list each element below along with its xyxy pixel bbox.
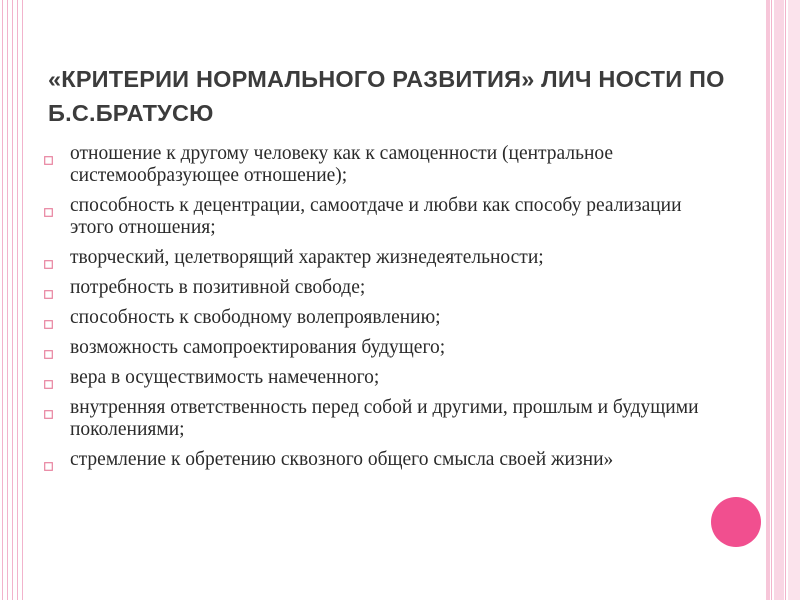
list-item bbox=[44, 307, 714, 329]
left-line bbox=[7, 0, 8, 600]
left-line bbox=[22, 0, 23, 600]
list-item-text: творческий, целетворящий характер жизнедеятельности; bbox=[70, 247, 544, 268]
hollow-square-bullet-icon bbox=[44, 403, 53, 412]
list-item bbox=[44, 397, 714, 441]
left-decorative-lines bbox=[0, 0, 30, 600]
list-item-text: внутренняя ответственность перед собой и другими, прошлым и будущими поколениями; bbox=[70, 397, 699, 440]
list-item-text: способность к свободному волепроявлению; bbox=[70, 307, 441, 328]
slide-title: «КРИТЕРИИ НОРМАЛЬНОГО РАЗВИТИЯ» ЛИЧ НОСТИ ПО Б.С.БРАТУСЮ bbox=[48, 66, 725, 126]
list-item-text: потребность в позитивной свободе; bbox=[70, 277, 366, 298]
list-item bbox=[44, 449, 714, 471]
pink-circle-decoration bbox=[711, 497, 761, 547]
right-stripe-band bbox=[774, 0, 784, 600]
list-item-text: отношение к другому человеку как к самоценности (центральное системообразующее отношение); bbox=[70, 143, 614, 186]
hollow-square-bullet-icon bbox=[44, 343, 53, 352]
list-item bbox=[44, 247, 714, 269]
list-item bbox=[44, 337, 714, 359]
hollow-square-bullet-icon bbox=[44, 201, 53, 210]
hollow-square-bullet-icon bbox=[44, 283, 53, 292]
list-item-text: вера в осуществимость намеченного; bbox=[70, 367, 380, 388]
list-item bbox=[44, 367, 714, 389]
hollow-square-bullet-icon bbox=[44, 313, 53, 322]
list-item-text: стремление к обретению сквозного общего смысла своей жизни» bbox=[70, 449, 614, 470]
right-stripe-band bbox=[766, 0, 770, 600]
list-item-text: способность к децентрации, самоотдаче и любви как способу реализации этого отношения; bbox=[70, 195, 682, 238]
right-stripe-band bbox=[771, 0, 772, 600]
left-line bbox=[12, 0, 13, 600]
bullet-list bbox=[44, 143, 714, 479]
right-stripe-band bbox=[788, 0, 800, 600]
list-item bbox=[44, 277, 714, 299]
list-item bbox=[44, 195, 714, 239]
hollow-square-bullet-icon bbox=[44, 149, 53, 158]
list-item bbox=[44, 143, 714, 187]
right-decorative-stripe bbox=[766, 0, 800, 600]
left-line bbox=[17, 0, 18, 600]
hollow-square-bullet-icon bbox=[44, 253, 53, 262]
left-line bbox=[2, 0, 3, 600]
hollow-square-bullet-icon bbox=[44, 455, 53, 464]
list-item-text: возможность самопроектирования будущего; bbox=[70, 337, 446, 358]
right-stripe-band bbox=[785, 0, 786, 600]
hollow-square-bullet-icon bbox=[44, 373, 53, 382]
